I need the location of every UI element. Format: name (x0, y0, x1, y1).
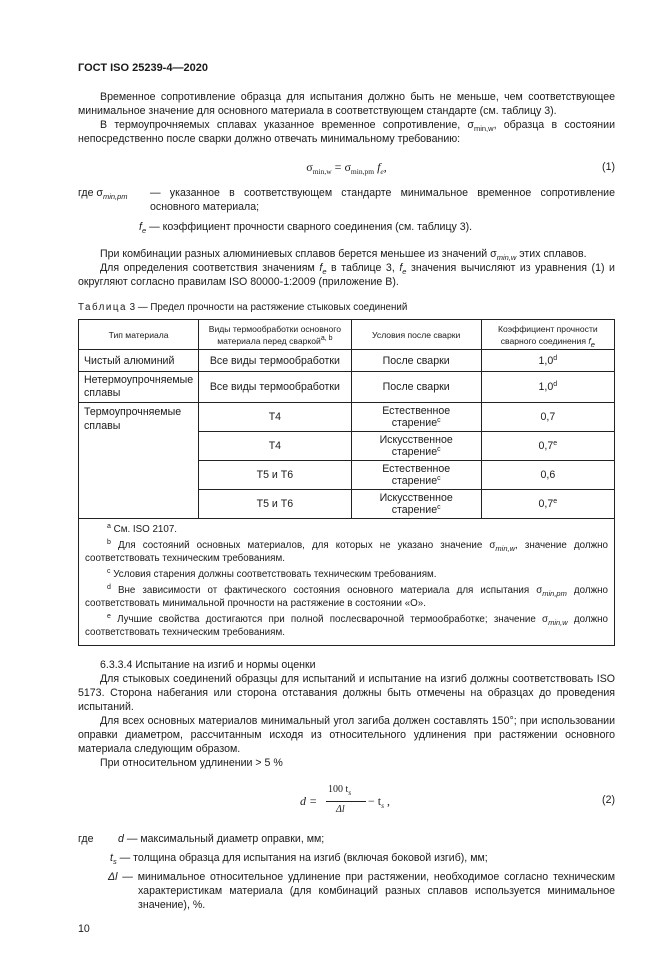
text: Естественное старение (382, 463, 451, 487)
text: 0,7 (538, 498, 554, 510)
subscript: min,pm (102, 192, 128, 201)
text: d = (300, 794, 318, 808)
text: 0,7 (538, 440, 554, 452)
subscript: min,pm (350, 167, 375, 176)
paragraph-heat-treatable (78, 118, 615, 146)
table-row (79, 372, 615, 403)
text: Искусственное старение (379, 492, 453, 516)
where-def-d-text (110, 832, 615, 846)
text: 3 — Предел прочности на растяжение стыковых соединений (126, 302, 408, 313)
footnote-ref: e (553, 498, 558, 505)
text: σ (306, 160, 313, 174)
text: 1,0 (538, 354, 554, 367)
text: = σ (331, 160, 351, 174)
cell-type: Чистый алюминий (79, 350, 199, 372)
where-lead-1 (78, 186, 150, 214)
footnote-c (85, 568, 608, 581)
table-header-row (79, 320, 615, 350)
footnote-mark: e (107, 613, 111, 620)
cell-coef (481, 432, 614, 461)
text: Лучшие свойства достигаются при полной послесварочной термообработке; значение σ (110, 614, 549, 625)
where-def-elongation-text (78, 870, 615, 912)
table-caption (78, 301, 615, 314)
text: 1,0 (538, 381, 554, 393)
text: f (588, 335, 591, 346)
text: значения вычисляют из уравнения (1) и округляют согласно правилам ISO 80000-1:2009 (приложение В). (78, 262, 615, 288)
subscript: e (380, 167, 384, 176)
text: — максимальный диаметр оправки, мм; (123, 833, 325, 845)
cell-treatment: Т4 (199, 432, 351, 461)
header-coefficient (481, 320, 614, 350)
where-def-sigma-row (78, 186, 615, 214)
text: См. ISO 2107. (110, 524, 177, 535)
text (368, 794, 390, 809)
subscript: s (348, 788, 352, 797)
footnote-mark: d (107, 584, 111, 591)
text: Δl (108, 871, 118, 883)
subscript: s (112, 857, 117, 866)
where-def-ts-text (78, 851, 615, 865)
cell-condition: После сварки (351, 372, 481, 403)
subscript: min,w (495, 544, 516, 553)
footnote-mark: a (107, 523, 111, 530)
text: Таблица (78, 302, 127, 313)
cell-treatment: Все виды термообработки (199, 350, 351, 372)
footnote-a (85, 523, 608, 536)
where-def-ts (78, 851, 615, 865)
text: , образца в состоянии непосредственно после сварки должно отвечать минимальному требованию: (78, 119, 615, 145)
cell-coef (481, 490, 614, 519)
equation-number-2: (2) (602, 794, 615, 806)
equation-2-row (78, 784, 615, 820)
footnote-b (85, 539, 608, 565)
footnote-mark: c (107, 568, 111, 575)
subscript: min,w (312, 167, 332, 176)
header-heat-treatment (199, 320, 351, 350)
cell-coef (481, 350, 614, 372)
equation-number-1: (1) (602, 161, 615, 173)
subscript: min,pm (542, 589, 567, 598)
text: этих сплавов. (516, 248, 587, 260)
section-heading: 6.3.3.4 Испытание на изгиб и нормы оценки (100, 659, 316, 671)
cell-coef: 0,7 (481, 403, 614, 432)
text: В термоупрочняемых сплавах указанное временное сопротивление, σ (100, 119, 474, 131)
header-material-type: Тип материала (79, 320, 199, 350)
where-def-d (78, 832, 615, 846)
text: При комбинации разных алюминиевых сплавов берется меньшее из значений σ (100, 248, 497, 260)
footnote-ref: c (437, 417, 441, 424)
text: Вне зависимости от фактического состояния основного материала для испытания σ (110, 585, 543, 596)
cell-treatment: Все виды термообработки (199, 372, 351, 403)
paragraph-elongation: При относительном удлинении > 5 % (100, 757, 283, 769)
subscript: min,w (473, 124, 494, 133)
paragraph-rounding (78, 261, 615, 289)
table-footnotes-row (79, 519, 615, 646)
text: Условия старения должны соответствовать техническим требованиям. (110, 569, 437, 580)
cell-condition (351, 461, 481, 490)
cell-condition (351, 490, 481, 519)
subscript: min,w (548, 618, 568, 627)
text: Виды термообработки основного материала перед сваркой (208, 323, 342, 346)
table-footnotes (79, 519, 615, 646)
text: Для состояний основных материалов, для которых не указано значение σ (110, 540, 496, 551)
footnote-mark: b (107, 539, 111, 546)
paragraph-bend-angle: Для всех основных материалов минимальный угол загиба должен составлять 150°; при использовании оправки диаметром, рассчитанным исходя из относительного удлинения при растяжении основного материала следующим образом. (78, 715, 615, 755)
text: в таблице 3, (326, 262, 400, 274)
text: Для определения соответствия значениям (100, 262, 320, 274)
subscript: e (590, 339, 595, 349)
footnote-ref: d (553, 381, 558, 388)
footnote-ref: d (553, 354, 558, 362)
where-def-elongation (78, 870, 615, 912)
header-post-weld-condition: Условия после сварки (351, 320, 481, 350)
footnote-d (85, 584, 608, 610)
subscript: s (381, 801, 385, 810)
where-def-fe (78, 220, 615, 234)
document-header: ГОСТ ISO 25239-4—2020 (78, 62, 208, 74)
footnote-ref: c (437, 504, 441, 511)
text: — коэффициент прочности сварного соединения (см. таблицу 3). (146, 221, 473, 233)
text: Коэффициент прочности сварного соединения (497, 323, 598, 346)
equation-2 (300, 784, 430, 820)
footnote-ref: e (553, 440, 558, 447)
table-row (79, 350, 615, 372)
weld-strength-table (78, 319, 615, 646)
cell-type: Нетермоупрочняемые сплавы (79, 372, 199, 403)
cell-treatment: Т5 и Т6 (199, 490, 351, 519)
text: должно соответствовать минимальной прочности на растяжение в состоянии «О». (85, 585, 608, 609)
fraction-denominator: Δl (336, 804, 345, 815)
text: f (319, 262, 323, 274)
text: , (384, 794, 391, 808)
paragraph-bend-test: Для стыковых соединений образцы для испытаний и испытание на изгиб должны соответствовать ISO 5173. Сторона набегания или сторона отставания должны быть отмечены на образцах до проведения испытаний. (78, 673, 615, 713)
text: f (139, 221, 142, 233)
text: − t (368, 794, 382, 808)
table-row (79, 403, 615, 432)
text: где σ (78, 187, 103, 199)
page-content (78, 0, 615, 976)
page-number: 10 (78, 923, 90, 935)
text: Естественное старение (382, 405, 451, 429)
text: 100 t (328, 784, 349, 795)
text: должно соответствовать техническим требованиям. (85, 614, 608, 638)
text: , (383, 160, 387, 174)
text: f (377, 160, 381, 174)
equation-1 (78, 159, 615, 175)
where-def-sigma: — указанное в соответствующем стандарте минимальное временное сопротивление основного материала; (150, 187, 615, 213)
text: , значение должно соответствовать техническим требованиям. (85, 540, 609, 564)
cell-condition (351, 403, 481, 432)
cell-condition: После сварки (351, 350, 481, 372)
where-lead-2: где (78, 833, 94, 845)
footnote-e (85, 613, 608, 639)
text: f (399, 262, 403, 274)
paragraph-combination (78, 247, 615, 261)
cell-type: Термоупрочняемые сплавы (79, 403, 199, 519)
subscript: min,w (496, 253, 517, 262)
paragraph-tensile: Временное сопротивление образца для испытания должно быть не меньше, чем соответствующее минимальное значение для основного материала в соответствующем стандарте (см. таблицу 3). (78, 91, 615, 117)
text: — минимальное относительное удлинение при растяжении, необходимое согласно техническим характеристикам материала (для комбинаций разных сплавов используется минимальное значение), %. (117, 871, 615, 911)
cell-treatment: Т5 и Т6 (199, 461, 351, 490)
text: — толщина образца для испытания на изгиб (включая боковой изгиб), мм; (116, 852, 488, 864)
text: Искусственное старение (379, 434, 453, 458)
footnote-ref: c (437, 475, 441, 482)
fraction-numerator (328, 784, 351, 795)
fraction-bar (326, 801, 366, 802)
subscript: e (402, 267, 407, 276)
subscript: e (322, 267, 327, 276)
equation-1-row (78, 159, 615, 175)
text: t (110, 852, 113, 864)
subscript: e (141, 226, 147, 235)
footnote-ref: a, b (320, 334, 333, 342)
text: d (118, 833, 124, 845)
cell-coef (481, 372, 614, 403)
cell-condition (351, 432, 481, 461)
footnote-ref: c (437, 446, 441, 453)
cell-treatment: Т4 (199, 403, 351, 432)
cell-coef: 0,6 (481, 461, 614, 490)
